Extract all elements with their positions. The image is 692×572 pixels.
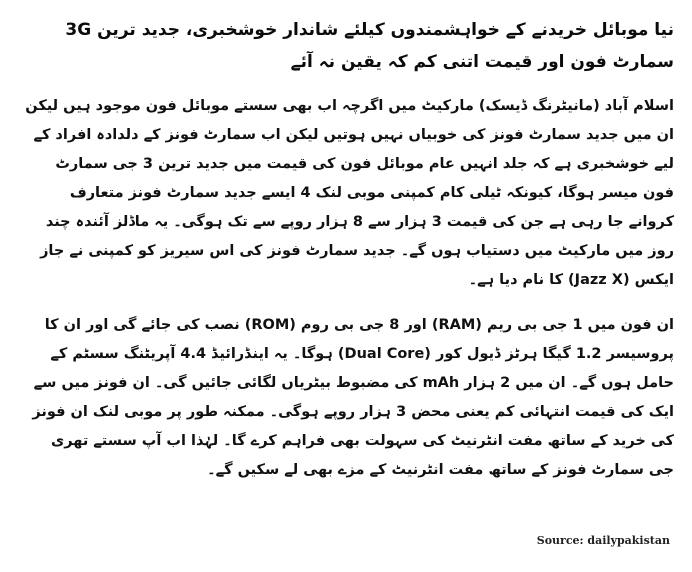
source-credit: Source: dailypakistan (536, 534, 670, 547)
article-paragraph-specs: ان فون میں 1 جی بی ریم (RAM) اور 8 جی بی روم (ROM) نصب کی جائے گی اور ان کا پروسیسر 1.2 گیگا ہرٹز ڈیول کور (Dual Core) ہوگا۔ یہ اینڈرائیڈ 4.4 آپریٹنگ سسٹم کے حامل ہوں گے۔ ان میں 2 ہزار mAh کی مضبوط بیٹریاں لگائی جائیں گی۔ ان فونز میں سے ایک کی قیمت انتہائی کم یعنی محض 3 ہزار روپے ہوگی۔ ممکنہ طور پر موبی لنک ان فونز کی خرید کے ساتھ مفت انٹرنیٹ کی سہولت بھی فراہم کرے گا۔ لہٰذا اب آپ سستے تھری جی سمارٹ فونز کے ساتھ مفت انٹرنیٹ کے مزے بھی لے سکیں گے۔ (32, 317, 674, 478)
article-paragraph-intro: اسلام آباد (مانیٹرنگ ڈیسک) مارکیٹ میں اگرچہ اب بھی سستے موبائل فون موجود ہیں لیکن ان میں جدید سمارٹ فونز کی خوبیاں نہیں ہوتیں لیکن اب سمارٹ فونز کے دلدادہ افراد کے لیے خوشخبری ہے کہ جلد انہیں عام موبائل فون کی قیمت میں جدید ترین 3 جی سمارٹ فون میسر ہوگا، کیونکہ ٹیلی کام کمپنی موبی لنک 4 ایسے جدید سمارٹ فونز متعارف کروانے جا رہی ہے جن کی قیمت 3 ہزار سے 8 ہزار روپے سے تک ہوگی۔ یہ ماڈلز آئندہ چند روز میں مارکیٹ میں دستیاب ہوں گے۔ جدید سمارٹ فونز کی اس سیریز کو کمپنی نے جاز ایکس (Jazz X) کا نام دیا ہے۔ (25, 98, 674, 288)
article-headline: نیا موبائل خریدنے کے خواہشمندوں کیلئے شاندار خوشخبری، جدید ترین 3G سمارٹ فون اور قیمت اتنی کم کہ یقین نہ آئے (65, 20, 674, 72)
news-article (22, 14, 674, 485)
